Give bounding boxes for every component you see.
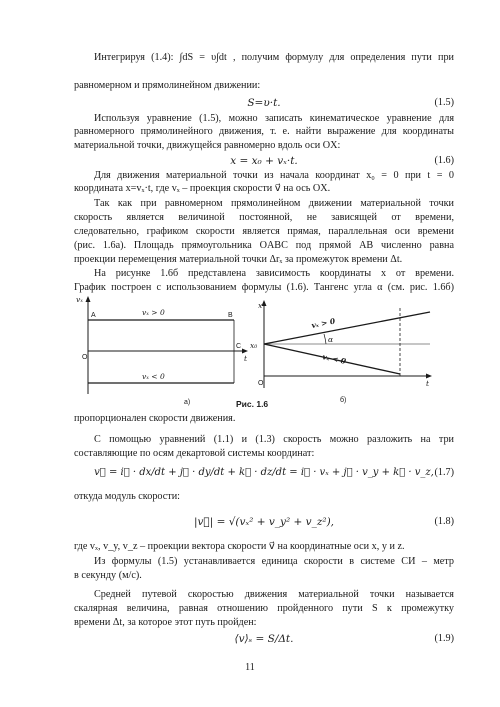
page-number: 11 <box>245 662 255 673</box>
figure-1-6a <box>74 294 254 408</box>
point-c-label: C <box>236 343 242 350</box>
point-a-label: A <box>91 312 96 319</box>
text-line: Средней путевой скоростью движения материальной точки называется <box>94 589 454 600</box>
x0-label: x₀ <box>250 341 258 350</box>
text-line: равномерного прямолинейного движения, т. е. найти выражение для координаты <box>74 126 454 137</box>
equation-1-7: v⃗ = i⃗ · dx/dt + j⃗ · dy/dt + k⃗ · dz/dt = i⃗ · vₓ + j⃗ · v_y + k⃗ · v_z, <box>94 467 434 478</box>
line-positive-velocity <box>264 312 430 344</box>
equation-number: (1.9) <box>434 633 454 644</box>
text-line: (рис. 1.6а). Площадь прямоугольника OABC под прямой AB численно равна <box>74 240 454 251</box>
subfigure-b-label: б) <box>340 397 347 404</box>
text-line: составляющие по осям декартовой системы координат: <box>74 448 315 459</box>
text-line: Используя уравнение (1.5), можно записать кинематическое уравнение для <box>94 113 454 124</box>
equation-1-5: S=υ·t. <box>247 97 281 109</box>
equation-1-6: x = x₀ + vₓ·t. <box>230 155 298 167</box>
x-axis-label: x <box>258 301 263 310</box>
axis-arrow <box>262 300 267 306</box>
text-line: времени Δt, за которое этот путь пройден: <box>74 617 257 628</box>
equation-number: (1.6) <box>434 155 454 166</box>
text-line: проекции перемещения материальной точки Δrₓ за промежуток времени Δt. <box>74 254 403 265</box>
axis-arrow <box>426 374 432 379</box>
text-line: координата x=vₓ·t, где vₓ – проекция скорости v⃗ на ось OX. <box>74 183 331 194</box>
alpha-label: α <box>328 335 334 344</box>
text-line: следовательно, графиком скорости является прямая, параллельная оси времени <box>74 226 454 237</box>
text-line: откуда модуль скорости: <box>74 491 181 502</box>
text-line: в секунду (м/с). <box>74 570 142 581</box>
vx-positive-label: vₓ > 0 <box>142 308 165 317</box>
origin-label: O <box>82 354 88 361</box>
vx-axis-label: vₓ <box>76 295 83 304</box>
text-line: где vₓ, v_y, v_z – проекции вектора скорости v⃗ на координатные оси x, y и z. <box>74 541 405 552</box>
text-line: Для движения материальной точки из начала координат x₀ = 0 при t = 0 <box>94 170 454 181</box>
equation-number: (1.7) <box>434 467 454 478</box>
text-line: На рисунке 1.6б представлена зависимость координаты x от времени. <box>94 268 454 279</box>
equation-1-8: |v⃗| = √(vₓ² + v_y² + v_z²), <box>193 516 335 528</box>
t-axis-label: t <box>426 379 430 388</box>
axis-arrow <box>242 349 248 354</box>
text-line: скорость является величиной постоянной, не зависящей от времени, <box>74 212 454 223</box>
text-line: График построен с использованием формулы (1.6). Тангенс угла α (см. рис. 1.6б) <box>74 282 454 293</box>
text-line: равномерном и прямолинейном движении: <box>74 80 261 91</box>
text-line: Интегрируя (1.4): ∫dS = υ∫dt , получим формулу для определения пути при <box>94 52 454 63</box>
text-line: С помощью уравнений (1.1) и (1.3) скорость можно разложить на три <box>94 434 454 445</box>
t-axis-label: t <box>244 354 248 363</box>
text-line: материальной точки, движущейся равномерно вдоль оси OX: <box>74 140 341 151</box>
equation-1-9: ⟨v⟩ₛ = S/Δt. <box>234 633 294 645</box>
text-line: Из формулы (1.5) устанавливается единица скорости в системе СИ – метр <box>94 556 454 567</box>
text-line: скалярная величина, равная отношению пройденного пути S к промежутку <box>74 603 454 614</box>
vx-negative-label: vₓ < 0 <box>142 372 165 381</box>
equation-number: (1.5) <box>434 97 454 108</box>
subfigure-a-label: а) <box>184 399 191 406</box>
equation-number: (1.8) <box>434 516 454 527</box>
axis-arrow <box>86 296 91 302</box>
text-line: пропорционален скорости движения. <box>74 413 236 424</box>
origin-label: O <box>258 380 264 387</box>
text-line: Так как при равномерном прямолинейном движении материальной точки <box>94 198 454 209</box>
figure-caption: Рис. 1.6 <box>236 399 269 409</box>
vx-positive-label: vₓ > 0 <box>310 316 336 330</box>
alpha-arc <box>324 334 326 344</box>
figure-1-6b <box>250 298 440 410</box>
point-b-label: B <box>228 312 233 319</box>
vx-negative-label: vₓ < 0 <box>321 352 347 366</box>
